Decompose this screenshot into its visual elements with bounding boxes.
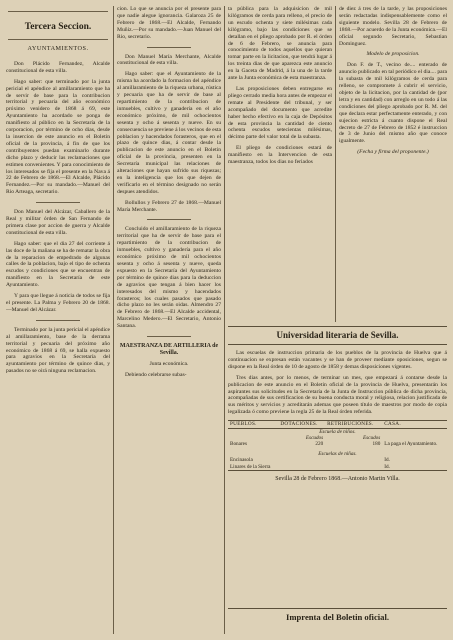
notice-body: ta pública para la adquisicion de mil kilógramos de cerda para relleno, el precio de un escudo ochenta y siete milésimas cada kilógramo, bajo las condiciones que se detallan en el pliego aprobado por R. el órden de 6 de Febrero, se anuncia para conocimiento de todos aquellos que quieran tomar parte en la licitacion, que tendrá lugar á los treinta dias de que aparezca este anuncio en la Gaceta de Madrid, á la una de la tarde ante la Junta económica de esta maestranza. — [228, 6, 332, 82]
schools-table — [228, 420, 447, 471]
column-rule — [113, 6, 114, 634]
cell-casa: Id. — [384, 463, 390, 470]
notice-body: Tres dias antes, por lo menos, de terminar un mes, que empezará á contarse desde la publicacion de este anuncio en el Boletin oficial de la provincia de Huelva, presentarán los aspirantes sus solicitudes en la Secretaría de la Junta de Instruccion pública de dicha provincia, acompañadas de sus certificacion de su buena conducta moral y religiosa, relacion justificada de sus méritos y servicios y acreditarán ademas que poseen título de maestros por modo de copia legalizada ó como previene la regla 25 de la Real órden referida. — [228, 374, 447, 416]
maestranza-title: MAESTRANZA DE ARTILLERIA de Sevilla. — [119, 343, 219, 356]
fecha-firma: (Fecha y firma del proponente.) — [357, 149, 429, 156]
notice-body: Don F. de T., vecino de.... enterado de anuncio publicado en tal periódico el dia.... para la subasta de mil kilógramos de cerda para relleno, se compromete á cubrir el servicio, objeto de la licitacion, por la cantidad de (por letra y en cantidad) con arreglo en un todo á las condiciones del pliego aprobado por R. M. del que declara estar perfectamente enterado, y con sujecion estricta á cuanto dispone el Real decreto de 27 de Febrero de 1852 é instruccion de 3 de Junio del mismo año que conoce igualmente. — [339, 62, 447, 145]
block-rule — [228, 608, 447, 609]
imprenta-block — [228, 614, 447, 621]
divider — [147, 219, 191, 220]
section-title: Tercera Seccion. — [24, 22, 92, 32]
escuela-ninas-label: Escuelas de niñas. — [318, 450, 357, 457]
cell-pueblo: Bonares — [230, 441, 247, 448]
cell-retribucion — [325, 464, 382, 471]
maestranza-subtitle: Junta económica. — [149, 360, 189, 367]
column-1 — [6, 6, 110, 634]
divider — [147, 336, 191, 337]
cell-dotacion: 220 — [315, 441, 324, 448]
notice-body: Terminado por la junta pericial el apéndice al amillaramiento, base de la derrama territorial y pecuaria del próximo año económico de 1868 á 69, se halla expuesto para agravios en la Secretaría del ayuntamiento por término de quince dias, y pasados no se oirá ninguna reclamacion. — [6, 326, 110, 375]
university-signature: Sevilla 28 de Febrero 1868.—Antonio Martin Villa. — [275, 476, 400, 482]
notice-body: Las proposiciones deben entregarse en pliego cerrado media hora antes de empezar el remate al Presidente del tribunal, y ser acompañado del documento que acredite haber hecho efectivo en la caja de Depósitos de esta provincia la cantidad de ciento ochenta escudos setecientas milésimas, décimo parte del valor total de la subasta. — [228, 85, 332, 141]
divider — [147, 47, 191, 48]
column-2 — [117, 6, 221, 634]
notice-body: Debiendo celebrarse subas- — [125, 371, 187, 378]
notice-body: Hago saber: que el dia 27 del corriente á las doce de la mañana se ha de rematar la obra de la reparacion de empedrado de algunas calles de la poblacion, bajo el tipo de ochenta escudos y condiciones que se encuentran de manifiesto en la Secretaría de este Ayuntamiento. — [6, 240, 110, 289]
notice-body: de diez á tres de la tarde, y las proposiciones serán redactadas indispensablemente como el siguiente modelo. Sevilla 28 de Febrero de 1868.—Por acuerdo de la Junta económica.—El oficial segundo Secretario, Sebastian Dominguez. — [339, 6, 447, 47]
cell-pueblo: Encinasola — [230, 457, 253, 464]
escudos-label: Escudos — [305, 434, 324, 441]
escudos-label: Escudos — [362, 434, 381, 441]
notice-body: Bollullos y Febrero 27 de 1868.—Manuel María Merchante. — [117, 199, 221, 213]
column-4 — [339, 6, 447, 324]
university-block — [228, 330, 447, 341]
modelo-title: Modelo de proposicion. — [366, 51, 420, 58]
top-rule — [8, 11, 108, 12]
col-header-casa: CASA. — [384, 421, 401, 428]
col-header-pueblos: PUEBLOS. — [230, 421, 257, 428]
notice-body: El pliego de condiciones estará de manifiesto en la Intervencion de esta maestranza, todos los dias no feriados — [228, 145, 332, 166]
notice-body: Concluido el amillaramiento de la riqueza territorial que ha de servir de base para el repartimiento de la contribucion de inmuebles, cultivo y ganadería para el año económico próximo de mil ochocientos sesenta y ocho á sesenta y nueve, queda expuesto en la Secretaría del Ayuntamiento por término de quince dias para la deduccion de agravios que tengan á bien hacer los interesados del mismo y hacendados forasteros; los cuales pasados que pasado dicho plazo no les serán oidas. Almendro 27 de Febrero de 1868.—El Alcalde accidental, Marcelino Medero.—El Secretario, Antonio Santana. — [117, 226, 221, 330]
divider — [36, 320, 80, 321]
notice-heading: Don Manuel María Merchante, Alcalde constitucional de esta villa. — [117, 53, 221, 67]
cell-retribucion: 180 — [372, 441, 381, 448]
cell-casa: Id. — [384, 457, 390, 464]
section-rule — [8, 39, 108, 40]
cell-pueblo: Linares de la Sierra — [230, 463, 271, 470]
table-row — [228, 464, 447, 471]
university-title: Universidad literaria de Sevilla. — [276, 330, 399, 340]
notice-heading: Don Manuel del Alcázar, Caballero de la Real y militar órden de San Fernando de primera clase por accion de guerra y Alcalde constitucional de esta villa. — [6, 209, 110, 236]
notice-body: Hago saber: que el Ayuntamiento de la misma ha acordado la formacion del apéndice al amillaramiento de la riqueza urbana, rústica y pecuaria que ha de servir de base al repartimiento de la contribucion de inmuebles, cultivo y ganadería en el año económico próximo, de mil ochocientos sesenta y ocho á sesenta y nueve. En su consecuencia se previene á los vecinos de esta poblacion y hacendados forasteros, que en el plazo de quince dias, á contar desde la publicacion de este anuncio en el Boletin oficial de la provincia, presenten en la Secretaría municipal las relaciones de alteraciones que hayan sufrido sus riquezas; en la inteligencia que los que dejen de verificarlo en el término designado no serán despues atendidos. — [117, 71, 221, 195]
block-rule — [228, 344, 447, 345]
notice-body: Y para que llegue á noticia de todos se fija el presente. La Palma y Febrero 20 de 1868.—Manuel del Alcázar. — [6, 293, 110, 313]
divider — [36, 202, 80, 203]
notice-body: Hago saber: que terminado por la junta pericial el apéndice al amillaramiento que ha de servir de base para la contribucion territorial y pecuaria del año económico próximo venidero de 1868 á 69, este Ayuntamiento ha acordado se ponga de manifiesto al público en la Secretaría de la corporacion, por término de ocho dias, desde la insercion de este anuncio en el Boletin oficial de la provincia, á fin de que los contribuyentes puedan examinarlo durante dicho plazo y deducir las reclamaciones que estimen convenientes. Y para conocimiento de los interesados se fija el presente en la Nava á 22 de Febrero de 1868.—El Alcalde, Plácido Fernandez.—Por su mandado.—Manuel del Rio Arteaga, secretario. — [6, 78, 110, 196]
notice-heading: Don Plácido Fernandez, Alcalde constitucional de esta villa. — [6, 60, 110, 74]
col-header-dotaciones: DOTACIONES. — [280, 421, 318, 428]
col-header-retribuciones: RETRIBUCIONES. — [327, 421, 374, 428]
cell-casa: La paga el Ayuntamiento. — [384, 441, 438, 448]
cell-dotacion — [278, 464, 325, 471]
escuela-ninos-label: Escuela de niños. — [319, 428, 356, 435]
notice-body: cion. Lo que se anuncia por el presente para que nadie alegue ignorancia. Galaroza 25 de Febrero de 1868.—El Alcalde, Fernando Muñiz.—Por su mandado.—Juan Manuel del Rio, secretario. — [117, 6, 221, 40]
imprenta-title: Imprenta del Boletin oficial. — [286, 612, 389, 622]
column-3 — [228, 6, 332, 324]
column-rule — [335, 6, 336, 322]
university-notice — [228, 350, 447, 600]
column-rule — [224, 6, 225, 634]
block-rule — [228, 326, 447, 327]
notice-body: Las escuelas de instruccion primaria de los pueblos de la provincia de Huelva que á continuacion se expresan están vacantes y se han de proveer mediante oposiciones, segun se dispone en la Real órden de 10 de agosto de 1858 y demas disposiciones vigentes. — [228, 350, 447, 370]
subsection-title: AYUNTAMIENTOS. — [27, 45, 89, 52]
